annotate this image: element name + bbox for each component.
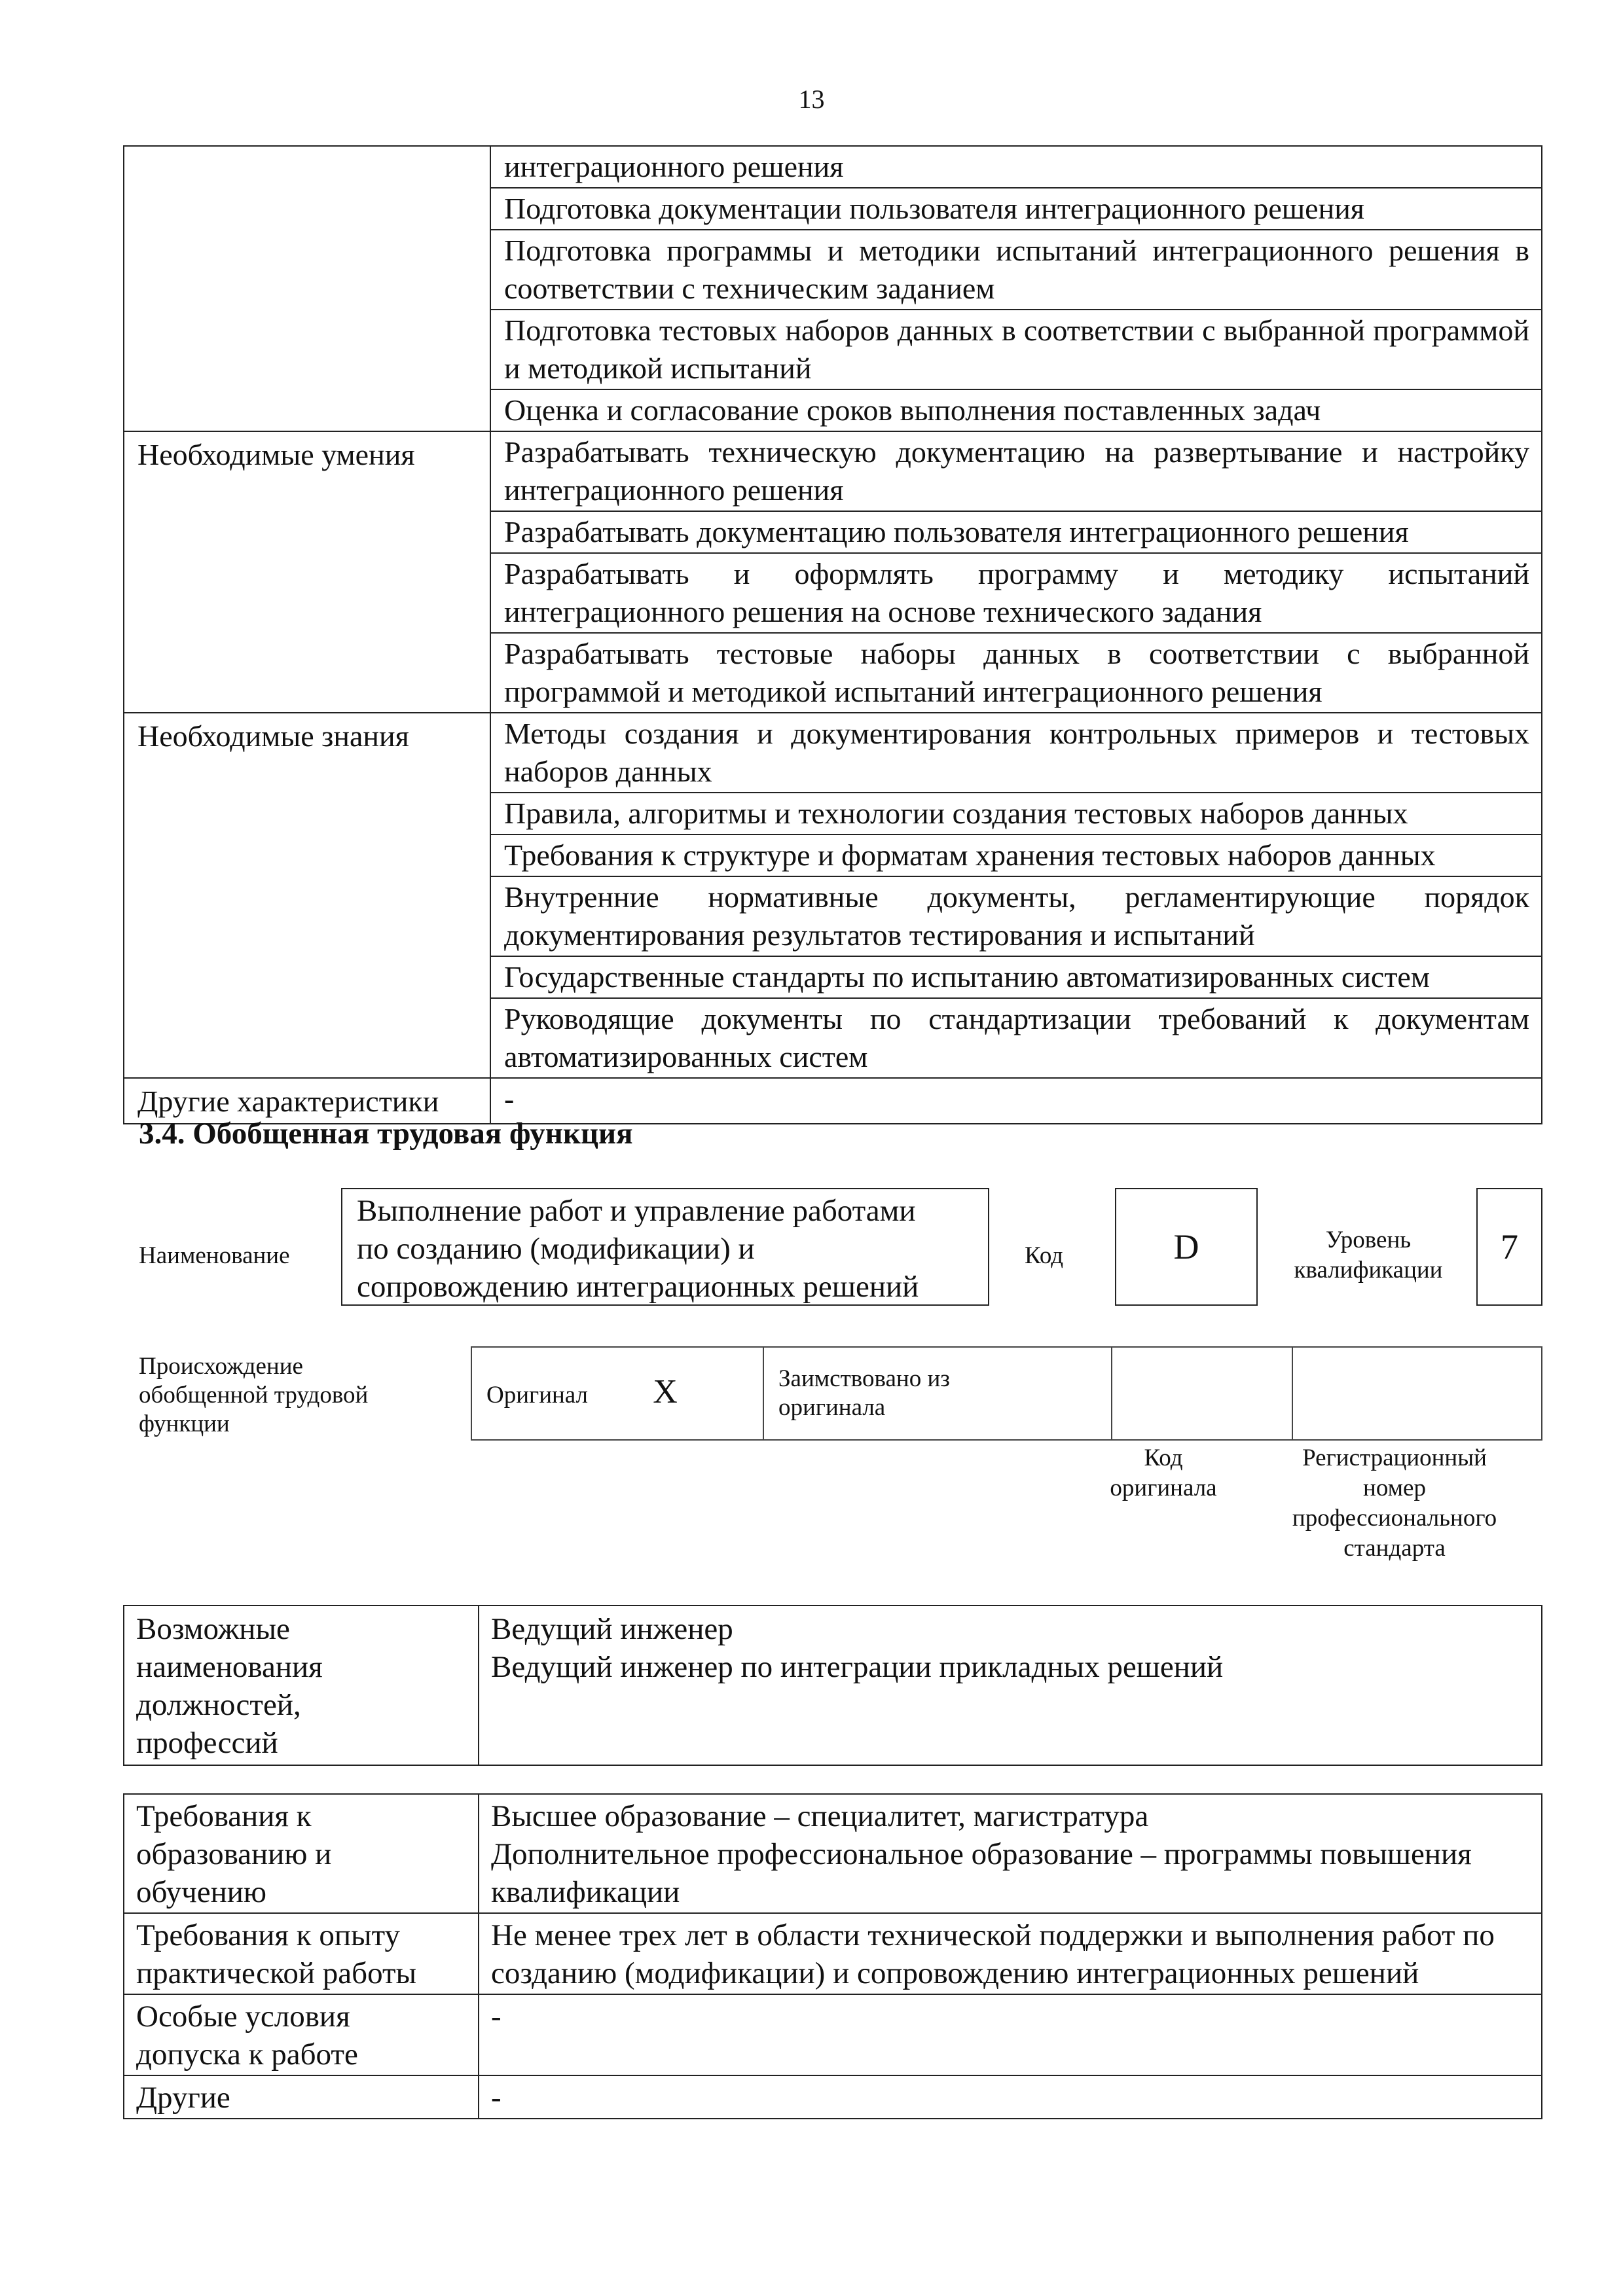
borrowed-cell <box>763 1347 1112 1440</box>
table-cell: Разрабатывать документацию пользователя интеграционного решения <box>490 511 1542 553</box>
value-item: Высшее образование – специалитет, магистратура <box>491 1799 1149 1833</box>
other-values <box>479 2075 1542 2119</box>
row-label-other: Другие характеристики <box>124 1078 490 1124</box>
table-cell: Правила, алгоритмы и технологии создания тестовых наборов данных <box>490 793 1542 834</box>
row-label <box>124 146 490 431</box>
table-row <box>124 713 1542 793</box>
caption-line: стандарта <box>1343 1535 1446 1562</box>
table-row <box>124 431 1542 511</box>
label-line: допуска к работе <box>136 2037 358 2072</box>
original-label: Оригинал <box>486 1381 589 1408</box>
other-label <box>124 2075 479 2119</box>
code-caption <box>1088 1443 1239 1503</box>
table-cell: интеграционного решения <box>490 146 1542 188</box>
table-cell: Государственные стандарты по испытанию автоматизированных систем <box>490 956 1542 998</box>
experience-label <box>124 1913 479 1994</box>
positions-label <box>124 1605 479 1765</box>
function-name-line: сопровождению интеграционных решений <box>357 1270 919 1304</box>
label-line: Особые условия <box>136 2000 350 2034</box>
table-row <box>124 1913 1542 1994</box>
original-code-cell <box>1112 1347 1292 1440</box>
table-cell: Внутренние нормативные документы, регламентирующие порядок документирования результатов тестирования и испытаний <box>490 876 1542 956</box>
value-item: Не менее трех лет в области технической поддержки и выполнения работ по созданию (модификации) и сопровождению интеграционных решений <box>491 1918 1495 1990</box>
function-name-line: по созданию (модификации) и <box>357 1232 755 1266</box>
reg-number-cell <box>1292 1347 1542 1440</box>
code-box <box>1115 1188 1258 1306</box>
education-label <box>124 1794 479 1913</box>
requirements-table <box>123 1793 1542 2119</box>
function-name-line: Выполнение работ и управление работами <box>357 1194 916 1228</box>
label-line: профессий <box>136 1726 278 1760</box>
table-row <box>124 2075 1542 2119</box>
education-values <box>479 1794 1542 1913</box>
label-line: Требования к <box>136 1799 312 1833</box>
level-label-line: квалификации <box>1294 1257 1443 1283</box>
table-row <box>124 1994 1542 2075</box>
experience-values <box>479 1913 1542 1994</box>
origin-label-line: функции <box>139 1410 230 1437</box>
table-cell: Разрабатывать техническую документацию на развертывание и настройку интеграционного решения <box>490 431 1542 511</box>
level-label <box>1277 1225 1460 1285</box>
code-label: Код <box>1025 1242 1064 1269</box>
position-item: Ведущий инженер по интеграции прикладных решений <box>491 1650 1224 1684</box>
positions-table <box>123 1605 1542 1766</box>
table-cell: Методы создания и документирования контрольных примеров и тестовых наборов данных <box>490 713 1542 793</box>
level-box <box>1476 1188 1542 1306</box>
label-line: Возможные <box>136 1612 290 1646</box>
table-row <box>471 1347 1542 1440</box>
level-value: 7 <box>1501 1227 1518 1266</box>
position-item: Ведущий инженер <box>491 1612 733 1646</box>
origin-label-line: обобщенной трудовой <box>139 1382 369 1408</box>
label-line: практической работы <box>136 1956 417 1990</box>
section-title: 3.4. Обобщенная трудовая функция <box>139 1117 633 1151</box>
caption-line: оригинала <box>1110 1475 1217 1501</box>
origin-table <box>471 1346 1542 1441</box>
name-label: Наименование <box>139 1242 290 1269</box>
label-line: образованию и <box>136 1837 332 1871</box>
caption-line: Код <box>1144 1444 1183 1471</box>
value-item: - <box>491 2081 501 2115</box>
borrowed-label-line: Заимствовано из <box>778 1365 950 1392</box>
positions-values <box>479 1605 1542 1765</box>
row-label-skills: Необходимые умения <box>124 431 490 713</box>
label-line: наименования <box>136 1650 323 1684</box>
table-cell: Руководящие документы по стандартизации требований к документам автоматизированных систем <box>490 998 1542 1078</box>
table-cell: Оценка и согласование сроков выполнения поставленных задач <box>490 389 1542 431</box>
value-item: Дополнительное профессиональное образование – программы повышения квалификации <box>491 1837 1472 1909</box>
caption-line: Регистрационный <box>1302 1444 1487 1471</box>
continuation-table <box>123 145 1542 1124</box>
caption-line: профессионального <box>1292 1505 1497 1532</box>
original-cell <box>471 1347 763 1440</box>
table-row <box>124 1794 1542 1913</box>
level-label-line: Уровень <box>1325 1227 1412 1253</box>
special-conditions-values <box>479 1994 1542 2075</box>
row-label-knowledge: Необходимые знания <box>124 713 490 1078</box>
caption-line: номер <box>1363 1475 1426 1501</box>
special-conditions-label <box>124 1994 479 2075</box>
label-line: обучению <box>136 1875 267 1909</box>
original-mark: X <box>653 1372 678 1410</box>
page-number: 13 <box>798 84 825 114</box>
origin-label-line: Происхождение <box>139 1353 303 1380</box>
reg-caption <box>1257 1443 1532 1564</box>
table-row <box>124 1605 1542 1765</box>
function-name-box <box>341 1188 989 1306</box>
table-row <box>124 146 1542 188</box>
label-line: Требования к опыту <box>136 1918 401 1952</box>
table-cell: Разрабатывать тестовые наборы данных в соответствии с выбранной программой и методикой испытаний интеграционного решения <box>490 633 1542 713</box>
origin-label <box>139 1352 368 1439</box>
table-cell: Разрабатывать и оформлять программу и методику испытаний интеграционного решения на основе технического задания <box>490 553 1542 633</box>
table-cell: - <box>490 1078 1542 1124</box>
code-value: D <box>1173 1227 1199 1266</box>
borrowed-label-line: оригинала <box>778 1394 886 1421</box>
label-line: Другие <box>136 2081 230 2115</box>
table-cell: Требования к структуре и форматам хранения тестовых наборов данных <box>490 834 1542 876</box>
table-cell: Подготовка тестовых наборов данных в соответствии с выбранной программой и методикой испытаний <box>490 310 1542 389</box>
table-cell: Подготовка программы и методики испытаний интеграционного решения в соответствии с техническим заданием <box>490 230 1542 310</box>
label-line: должностей, <box>136 1688 301 1722</box>
value-item: - <box>491 2000 501 2034</box>
table-cell: Подготовка документации пользователя интеграционного решения <box>490 188 1542 230</box>
